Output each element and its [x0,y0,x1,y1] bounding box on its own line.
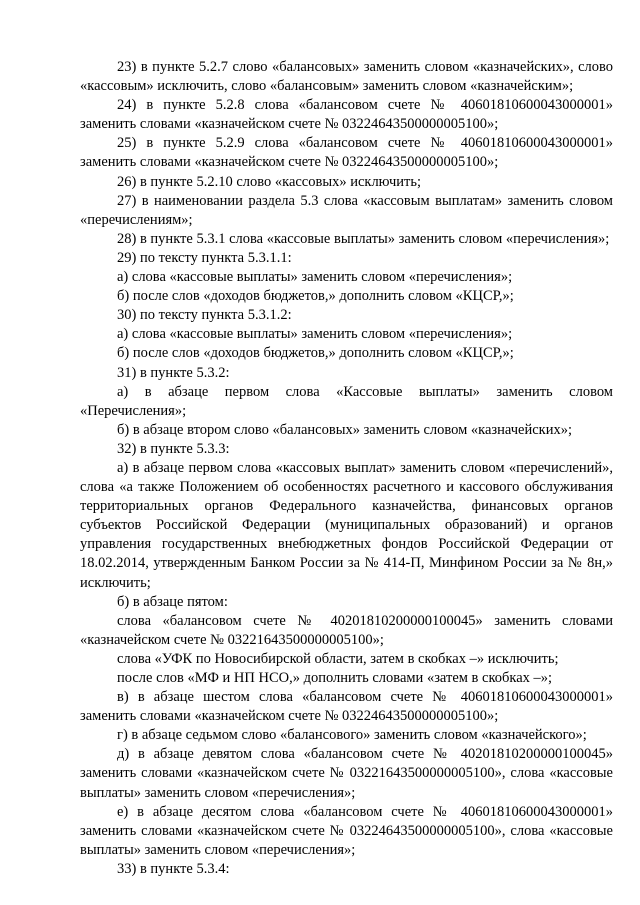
paragraph-32-v: в) в абзаце шестом слова «балансовом счете № 40601810600043000001» заменить словами «казначейском счете № 03224643500000005100»; [80,689,613,725]
paragraph-30-b: б) после слов «доходов бюджетов,» дополнить словом «КЦСР,»; [117,345,514,362]
paragraph-32-b-1: слова «балансовом счете № 40201810200000100045» заменить словами «казначейском счете № 03221643500000005100»; [80,612,613,648]
paragraph-24: 24) в пункте 5.2.8 слова «балансовом счете № 40601810600043000001» заменить словами «казначейском счете № 03224643500000005100»; [80,97,613,133]
paragraph-32-b: б) в абзаце пятом: [117,593,228,610]
paragraph-33: 33) в пункте 5.3.4: [117,860,230,877]
paragraph-32-a: а) в абзаце первом слова «кассовых выплат» заменить словом «перечислений», слова «а также Положением об особенностях расчетного и кассового обслуживания территориальных органов Федерального казначейства, финансовых органов субъектов Российской Федерации (муниципальных образований) и органов управления государственных внебюджетных фондов Российской Федерации от 18.02.2014, утвержденным Банком России за № 414-П, Минфином России за № 8н,» исключить; [80,459,613,591]
document-page [80,58,613,879]
paragraph-31-b: б) в абзаце втором слово «балансовых» заменить словом «казначейских»; [117,421,572,438]
paragraph-32-d: д) в абзаце девятом слова «балансовом счете № 40201810200000100045» заменить словами «казначейском счете № 03221643500000005100», слова «кассовые выплаты» заменить словом «перечисления»; [80,746,613,801]
paragraph-25: 25) в пункте 5.2.9 слова «балансовом счете № 40601810600043000001» заменить словами «казначейском счете № 03224643500000005100»; [80,135,613,171]
paragraph-23: 23) в пункте 5.2.7 слово «балансовых» заменить словом «казначейских», слово «кассовым» исключить, слово «балансовым» заменить словом «казначейским»; [80,59,613,95]
paragraph-29: 29) по тексту пункта 5.3.1.1: [117,249,292,266]
paragraph-29-a: а) слова «кассовые выплаты» заменить словом «перечисления»; [117,269,513,286]
paragraph-32-e: е) в абзаце десятом слова «балансовом счете № 40601810600043000001» заменить словами «казначейском счете № 03224643500000005100», слова «кассовые выплаты» заменить словом «перечисления»; [80,803,613,858]
paragraph-30-a: а) слова «кассовые выплаты» заменить словом «перечисления»; [117,326,513,343]
paragraph-31: 31) в пункте 5.3.2: [117,364,230,381]
paragraph-31-a: а) в абзаце первом слова «Кассовые выплаты» заменить словом «Перечисления»; [80,383,613,419]
paragraph-28: 28) в пункте 5.3.1 слова «кассовые выплаты» заменить словом «перечисления»; [117,230,610,247]
paragraph-32-b-2: слова «УФК по Новосибирской области, затем в скобках –» исключить; [117,650,559,667]
paragraph-27: 27) в наименовании раздела 5.3 слова «кассовым выплатам» заменить словом «перечислениям»; [80,192,613,228]
paragraph-30: 30) по тексту пункта 5.3.1.2: [117,307,292,324]
paragraph-32-b-3: после слов «МФ и НП НСО,» дополнить словами «затем в скобках –»; [117,670,553,686]
paragraph-29-b: б) после слов «доходов бюджетов,» дополнить словом «КЦСР,»; [117,288,514,305]
paragraph-32-g: г) в абзаце седьмом слово «балансового» заменить словом «казначейского»; [117,727,587,744]
paragraph-32: 32) в пункте 5.3.3: [117,440,230,457]
paragraph-26: 26) в пункте 5.2.10 слово «кассовых» исключить; [117,173,421,190]
